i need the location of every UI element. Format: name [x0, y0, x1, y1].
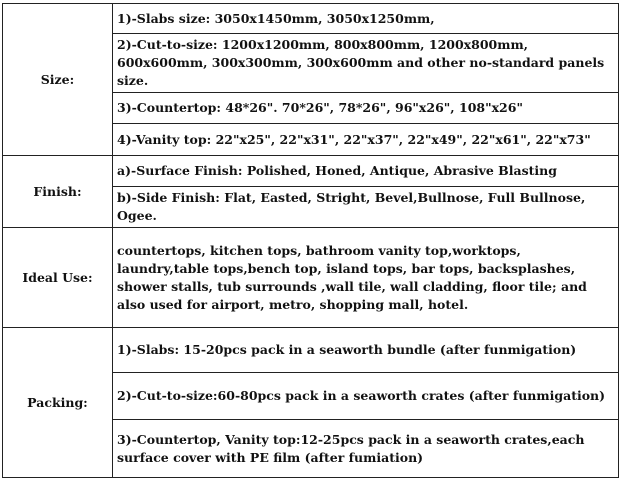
size-label: Size: — [3, 4, 113, 156]
size-item-slabs: 1)-Slabs size: 3050x1450mm, 3050x1250mm, — [113, 4, 619, 34]
ideal-use-label: Ideal Use: — [3, 228, 113, 328]
packing-label: Packing: — [3, 328, 113, 478]
packing-item-cut-to-size: 2)-Cut-to-size:60-80pcs pack in a seaworth crates (after funmigation) — [113, 373, 619, 420]
table-row — [3, 4, 619, 34]
size-item-countertop: 3)-Countertop: 48*26". 70*26", 78*26", 96"x26", 108"x26" — [113, 93, 619, 124]
table-row — [3, 328, 619, 373]
packing-item-countertop-vanity: 3)-Countertop, Vanity top:12-25pcs pack in a seaworth crates,each surface cover with PE film (after fumiation) — [113, 420, 619, 478]
size-item-cut-to-size: 2)-Cut-to-size: 1200x1200mm, 800x800mm, 1200x800mm, 600x600mm, 300x300mm, 300x600mm and other no-standard panels size. — [113, 34, 619, 93]
finish-item-side: b)-Side Finish: Flat, Easted, Stright, Bevel,Bullnose, Full Bullnose, Ogee. — [113, 187, 619, 228]
size-item-vanity-top: 4)-Vanity top: 22"x25", 22"x31", 22"x37", 22"x49", 22"x61", 22"x73" — [113, 124, 619, 156]
ideal-use-text: countertops, kitchen tops, bathroom vanity top,worktops, laundry,table tops,bench top, island tops, bar tops, backsplashes, shower stalls, tub surrounds ,wall tile, wall cladding, floor tile; and also used for airport, metro, shopping mall, hotel. — [113, 228, 619, 328]
table-row — [3, 228, 619, 328]
table-row — [3, 156, 619, 187]
packing-item-slabs: 1)-Slabs: 15-20pcs pack in a seaworth bundle (after funmigation) — [113, 328, 619, 373]
finish-label: Finish: — [3, 156, 113, 228]
finish-item-surface: a)-Surface Finish: Polished, Honed, Antique, Abrasive Blasting — [113, 156, 619, 187]
product-spec-table — [2, 3, 619, 478]
